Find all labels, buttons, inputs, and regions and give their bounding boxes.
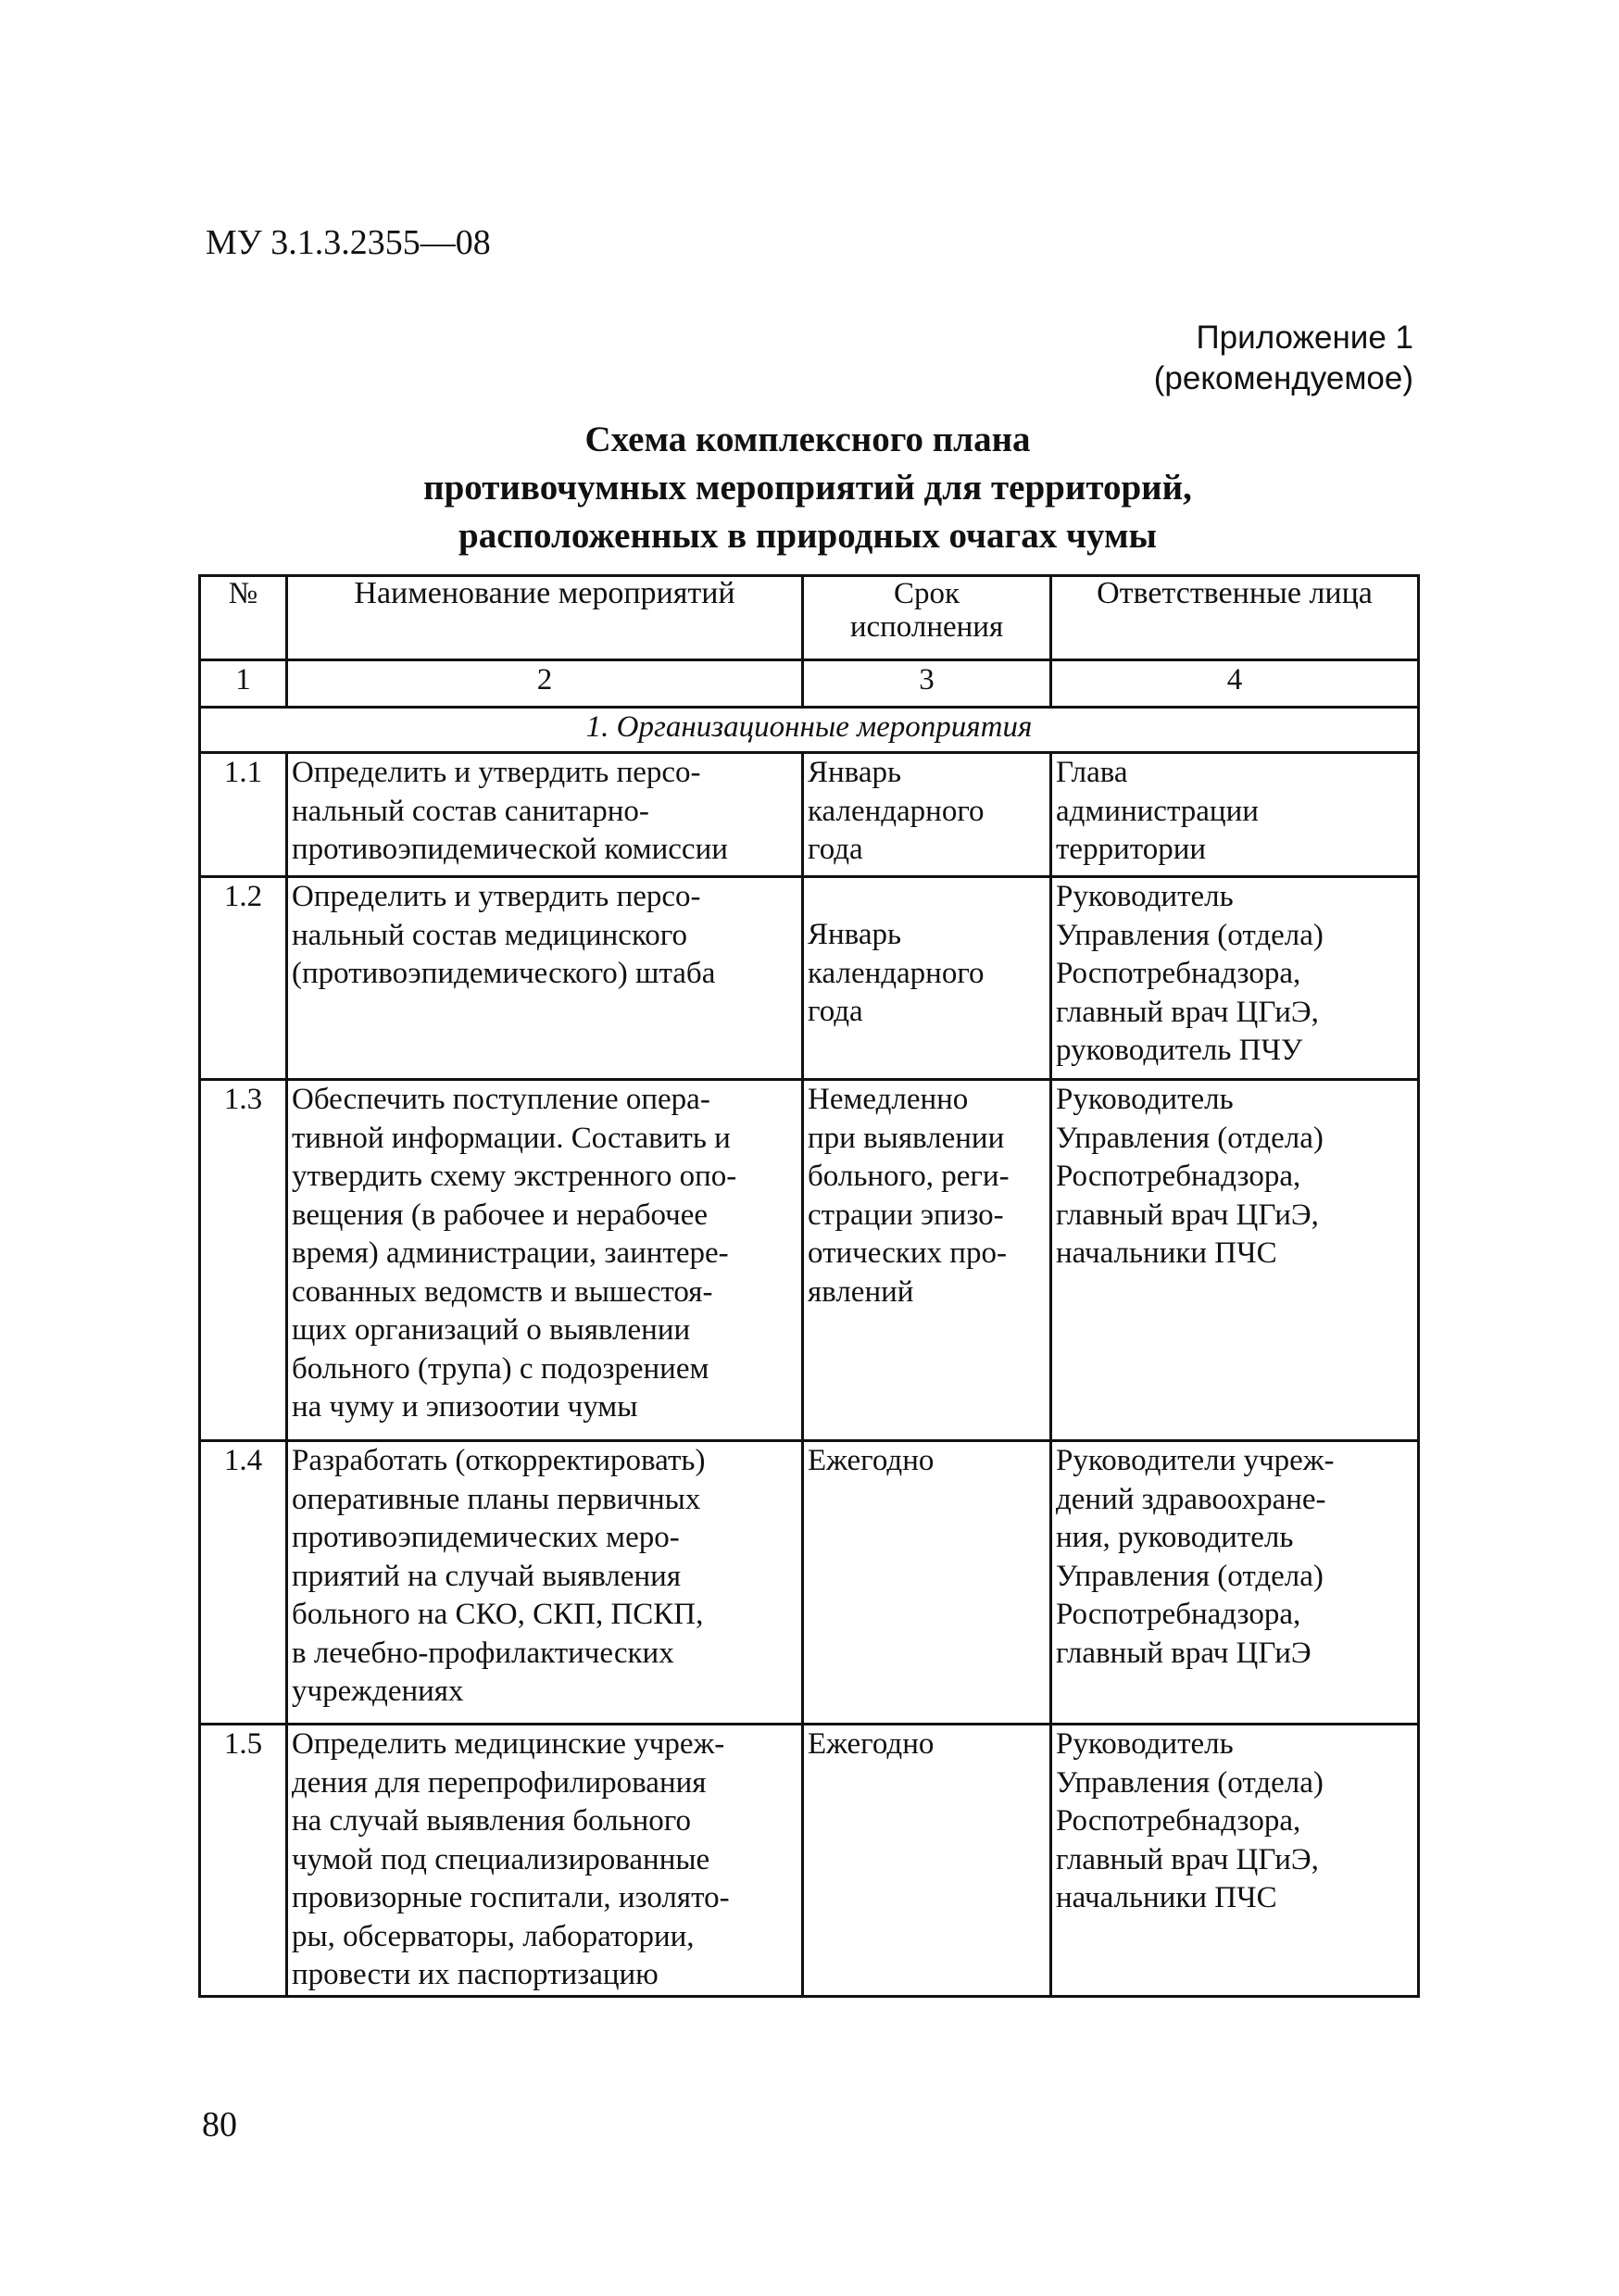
row-number: 1.5: [200, 1725, 287, 1997]
title-line: расположенных в природных очагах чумы: [458, 516, 1157, 556]
responsible-line: Управления (отдела): [1056, 1121, 1324, 1155]
measure-name-line: на случай выявления больного: [292, 1804, 692, 1838]
responsible-line: руководитель ПЧУ: [1056, 1034, 1303, 1067]
measure-name-line: тивной информации. Составить и: [292, 1121, 731, 1155]
measure-name-line: нальный состав санитарно-: [292, 794, 649, 828]
deadline-cell: [803, 1725, 1051, 1997]
deadline-line: календарного: [808, 956, 985, 990]
responsible-line: Управления (отдела): [1056, 1559, 1324, 1593]
header-term-line: исполнения: [849, 610, 1004, 644]
measure-name-line: противоэпидемической комиссии: [292, 833, 728, 866]
title-line: противочумных мероприятий для территорий,: [423, 468, 1192, 508]
responsible-line: Роспотребнадзора,: [1056, 957, 1301, 990]
row-number: 1.4: [200, 1441, 287, 1725]
measure-name-line: Обеспечить поступление опера-: [292, 1083, 710, 1116]
row-number: 1.2: [200, 877, 287, 1080]
column-header-term: [803, 576, 1051, 660]
measure-name-line: Разработать (откорректировать): [292, 1444, 706, 1477]
responsible-line: Управления (отдела): [1056, 1765, 1324, 1800]
measure-name-line: дения для перепрофилирования: [292, 1765, 707, 1800]
deadline-cell: [803, 877, 1051, 1080]
table-row: [200, 877, 1419, 1080]
responsible-line: ния, руководитель: [1056, 1521, 1294, 1554]
column-number: 3: [803, 660, 1051, 708]
measure-name-line: (противоэпидемического) штаба: [292, 957, 716, 990]
responsible-line: Руководитель: [1056, 1727, 1234, 1761]
measure-name-line: утвердить схему экстренного опо-: [292, 1160, 737, 1193]
column-number: 2: [287, 660, 803, 708]
page-title: [198, 416, 1417, 560]
deadline-line: года: [808, 995, 863, 1028]
deadline-line: Ежегодно: [808, 1727, 935, 1761]
appendix-number: Приложение 1: [1196, 320, 1413, 356]
deadline-cell: [803, 1441, 1051, 1725]
row-number: 1.1: [200, 753, 287, 877]
appendix-status: (рекомендуемое): [1153, 360, 1413, 396]
column-header-name: Наименование мероприятий: [287, 576, 803, 660]
header-term-line: Срок: [893, 577, 960, 610]
deadline-line: календарного: [808, 794, 985, 828]
measure-name-line: оперативные планы первичных: [292, 1482, 701, 1516]
measure-name-cell: [287, 1080, 803, 1441]
measure-name-line: больного (трупа) с подозрением: [292, 1351, 709, 1386]
column-number: 4: [1051, 660, 1419, 708]
section-row: [200, 708, 1419, 753]
measure-name-line: провизорные госпитали, изолято-: [292, 1881, 730, 1914]
deadline-line: явлений: [808, 1274, 914, 1309]
responsible-line: Руководитель: [1056, 1083, 1234, 1116]
appendix-label: [1154, 318, 1413, 399]
responsible-line: главный врач ЦГиЭ,: [1056, 1842, 1319, 1876]
measure-name-line: в лечебно-профилактических: [292, 1636, 674, 1670]
column-header-responsible: Ответственные лица: [1051, 576, 1419, 660]
responsible-line: главный врач ЦГиЭ,: [1056, 1198, 1319, 1232]
responsible-line: Руководители учреж-: [1056, 1444, 1335, 1477]
section-title: 1. Организационные мероприятия: [200, 708, 1419, 753]
table-row: [200, 753, 1419, 877]
responsible-cell: [1051, 1725, 1419, 1997]
page-number: 80: [202, 2105, 237, 2144]
responsible-line: главный врач ЦГиЭ,: [1056, 995, 1319, 1029]
measure-name-line: время) администрации, заинтере-: [292, 1236, 729, 1270]
table-row: [200, 1725, 1419, 1997]
measure-name-cell: [287, 1725, 803, 1997]
table-header-row: [200, 576, 1419, 660]
responsible-line: главный врач ЦГиЭ: [1056, 1636, 1312, 1670]
responsible-cell: [1051, 1441, 1419, 1725]
column-number: 1: [200, 660, 287, 708]
deadline-line: года: [808, 833, 863, 866]
measure-name-line: учреждениях: [292, 1675, 464, 1708]
responsible-line: администрации: [1056, 794, 1259, 828]
deadline-line: Немедленно: [808, 1083, 969, 1116]
responsible-cell: [1051, 1080, 1419, 1441]
measure-name-line: Определить медицинские учреж-: [292, 1727, 725, 1761]
row-number: 1.3: [200, 1080, 287, 1441]
deadline-line: Ежегодно: [808, 1444, 935, 1477]
responsible-line: территории: [1056, 833, 1207, 866]
responsible-line: начальники ПЧС: [1056, 1881, 1277, 1914]
measure-name-line: приятий на случай выявления: [292, 1559, 682, 1593]
measure-name-line: провести их паспортизацию: [292, 1958, 659, 1991]
measure-name-cell: [287, 877, 803, 1080]
deadline-line: Январь: [808, 756, 902, 789]
responsible-line: начальники ПЧС: [1056, 1236, 1277, 1270]
measure-name-line: сованных ведомств и вышестоя-: [292, 1274, 713, 1309]
deadline-cell: [803, 753, 1051, 877]
measure-name-line: на чуму и эпизоотии чумы: [292, 1390, 638, 1424]
column-number-row: [200, 660, 1419, 708]
title-line: Схема комплексного плана: [584, 420, 1031, 459]
measure-name-line: Определить и утвердить персо-: [292, 756, 701, 789]
responsible-line: дений здравоохране-: [1056, 1482, 1326, 1516]
deadline-line: Январь: [808, 918, 902, 951]
deadline-line: при выявлении: [808, 1121, 1005, 1155]
responsible-line: Роспотребнадзора,: [1056, 1598, 1301, 1631]
measure-name-line: щих организаций о выявлении: [292, 1313, 691, 1347]
measure-name-line: больного на СКО, СКП, ПСКП,: [292, 1598, 704, 1631]
responsible-line: Управления (отдела): [1056, 918, 1324, 952]
measure-name-line: нальный состав медицинского: [292, 918, 688, 952]
deadline-cell: [803, 1080, 1051, 1441]
document-code: МУ 3.1.3.2355—08: [206, 223, 491, 262]
responsible-cell: [1051, 753, 1419, 877]
measures-table: [198, 574, 1420, 1998]
measure-name-line: Определить и утвердить персо-: [292, 880, 701, 913]
responsible-cell: [1051, 877, 1419, 1080]
responsible-line: Роспотребнадзора,: [1056, 1804, 1301, 1838]
responsible-line: Глава: [1056, 756, 1128, 789]
measure-name-line: вещения (в рабочее и нерабочее: [292, 1198, 709, 1232]
measure-name-line: чумой под специализированные: [292, 1842, 710, 1876]
responsible-line: Роспотребнадзора,: [1056, 1160, 1301, 1193]
measure-name-line: ры, обсерваторы, лаборатории,: [292, 1919, 695, 1953]
responsible-line: Руководитель: [1056, 880, 1234, 913]
column-header-number: №: [200, 576, 287, 660]
deadline-line: больного, реги-: [808, 1160, 1010, 1193]
deadline-line: отических про-: [808, 1236, 1007, 1270]
measure-name-cell: [287, 1441, 803, 1725]
table-row: [200, 1080, 1419, 1441]
measure-name-cell: [287, 753, 803, 877]
table-row: [200, 1441, 1419, 1725]
measure-name-line: противоэпидемических меро-: [292, 1521, 680, 1554]
deadline-line: страции эпизо-: [808, 1198, 1004, 1232]
